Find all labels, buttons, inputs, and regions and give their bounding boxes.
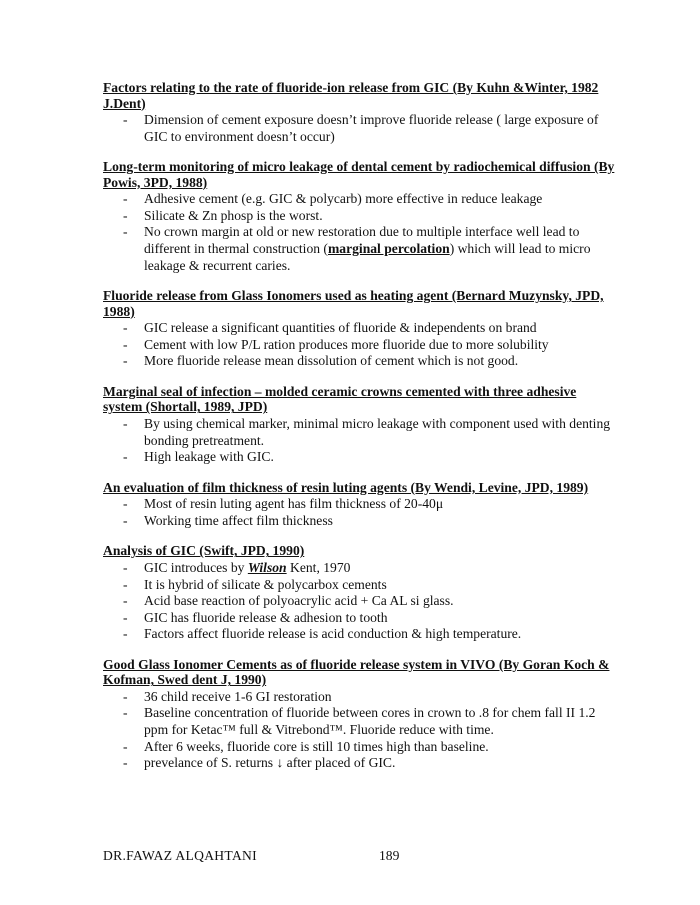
section — [103, 288, 618, 370]
bullet-dash: - — [123, 576, 128, 592]
bullet-dash: - — [123, 353, 128, 369]
bullet-list — [103, 320, 618, 370]
section-heading: Good Glass Ionomer Cements as of fluoride release system in VIVO (By Goran Koch & Kofman, Swed dent J, 1990) — [103, 656, 610, 688]
bullet-list — [103, 689, 618, 772]
bullet-text: After 6 weeks, fluoride core is still 10 times high than baseline. — [144, 738, 489, 754]
bullet-item — [103, 208, 618, 225]
bullet-list — [103, 496, 618, 529]
section — [103, 80, 618, 145]
bullet-item — [103, 755, 618, 772]
bullet-dash: - — [123, 415, 128, 431]
section-heading: Factors relating to the rate of fluoride-ion release from GIC (By Kuhn &Winter, 1982 J.Dent) — [103, 80, 599, 111]
bullet-item — [103, 560, 618, 577]
bullet-item — [103, 705, 618, 738]
bullet-dash: - — [123, 191, 128, 207]
section — [103, 159, 618, 274]
bullet-item — [103, 449, 618, 466]
bullet-dash: - — [123, 224, 128, 240]
bullet-text: More fluoride release mean dissolution of cement which is not good. — [144, 353, 519, 369]
bullet-dash: - — [123, 738, 128, 754]
bullet-text: Kent, 1970 — [286, 559, 351, 575]
bullet-list — [103, 560, 618, 643]
bullet-list — [103, 112, 618, 145]
section-heading: Fluoride release from Glass Ionomers used as heating agent (Bernard Muzynsky, JPD, 1988) — [103, 288, 604, 319]
bullet-text: High leakage with GIC. — [144, 449, 274, 465]
bullet-dash: - — [123, 207, 128, 223]
bullet-item — [103, 353, 618, 370]
bullet-dash: - — [123, 112, 128, 127]
bullet-item — [103, 337, 618, 354]
bullet-item — [103, 224, 618, 274]
section — [103, 657, 618, 772]
bullet-text: Cement with low P/L ration produces more fluoride due to more solubility — [144, 336, 549, 352]
bullet-text: ) which will lead to micro leakage & recurrent caries. — [144, 240, 591, 273]
footer-page-number: 189 — [379, 848, 400, 863]
section — [103, 480, 618, 530]
bullet-text: Working time affect film thickness — [144, 512, 333, 528]
bullet-text: Most of resin luting agent has film thickness of 20-40μ — [144, 496, 444, 512]
section-heading: An evaluation of film thickness of resin luting agents (By Wendi, Levine, JPD, 1989) — [103, 479, 589, 495]
section-heading: Long-term monitoring of micro leakage of dental cement by radiochemical diffusion (By Powis, 3PD, 1988) — [103, 159, 615, 190]
bullet-item — [103, 739, 618, 756]
section — [103, 543, 618, 642]
bullet-text: Silicate & Zn phosp is the worst. — [144, 207, 323, 223]
bullet-item — [103, 112, 618, 145]
bullet-item — [103, 416, 618, 449]
bullet-list — [103, 416, 618, 466]
bullet-text: Factors affect fluoride release is acid conduction & high temperature. — [144, 626, 522, 642]
bullet-dash: - — [123, 609, 128, 625]
bullet-dash: - — [123, 593, 128, 609]
bullet-dash: - — [123, 705, 128, 721]
bullet-dash: - — [123, 626, 128, 642]
bullet-item — [103, 610, 618, 627]
bullet-item — [103, 320, 618, 337]
bullet-dash: - — [123, 336, 128, 352]
bullet-text: Adhesive cement (e.g. GIC & polycarb) more effective in reduce leakage — [144, 191, 543, 207]
bullet-text: It is hybrid of silicate & polycarbox cements — [144, 576, 387, 592]
bullet-text: 36 child receive 1-6 GI restoration — [144, 688, 332, 704]
footer-author: DR.FAWAZ ALQAHTANI — [103, 848, 257, 863]
bullet-dash: - — [123, 559, 128, 575]
bullet-text: GIC introduces by — [144, 559, 248, 575]
bullet-list — [103, 191, 618, 274]
section-heading: Marginal seal of infection – molded ceramic crowns cemented with three adhesive system (Shortall, 1989, JPD) — [103, 383, 577, 415]
bullet-item — [103, 191, 618, 208]
section-heading: Analysis of GIC (Swift, JPD, 1990) — [103, 543, 305, 559]
bullet-item — [103, 577, 618, 594]
bullet-item — [103, 689, 618, 706]
bullet-text: By using chemical marker, minimal micro leakage with component used with denting bonding pretreatment. — [144, 415, 611, 448]
bullet-text: GIC has fluoride release & adhesion to tooth — [144, 609, 388, 625]
emphasized-text: Wilson — [247, 559, 287, 575]
bullet-dash: - — [123, 320, 128, 336]
bullet-text: Baseline concentration of fluoride between cores in crown to .8 for chem fall II 1.2 ppm for Ketac™ full & Vitrebond™. Fluoride reduce with time. — [144, 705, 596, 738]
bullet-dash: - — [123, 449, 128, 465]
bullet-text: GIC release a significant quantities of fluoride & independents on brand — [144, 320, 537, 336]
bullet-dash: - — [123, 512, 128, 528]
bullet-item — [103, 593, 618, 610]
bullet-text: prevelance of S. returns ↓ after placed of GIC. — [144, 755, 396, 771]
bullet-dash: - — [123, 755, 128, 771]
bullet-item — [103, 513, 618, 530]
emphasized-text: marginal percolation — [327, 240, 450, 256]
bullet-text: No crown margin at old or new restoration due to multiple interface well lead to different in thermal construction ( — [144, 224, 580, 256]
bullet-dash: - — [123, 688, 128, 704]
document-body — [103, 80, 618, 786]
bullet-text: Acid base reaction of polyoacrylic acid + Ca AL si glass. — [144, 593, 454, 609]
section — [103, 384, 618, 466]
bullet-item — [103, 626, 618, 643]
bullet-item — [103, 496, 618, 513]
bullet-text: Dimension of cement exposure doesn’t improve fluoride release ( large exposure of GIC to environment doesn’t occur) — [144, 112, 599, 144]
bullet-dash: - — [123, 496, 128, 512]
